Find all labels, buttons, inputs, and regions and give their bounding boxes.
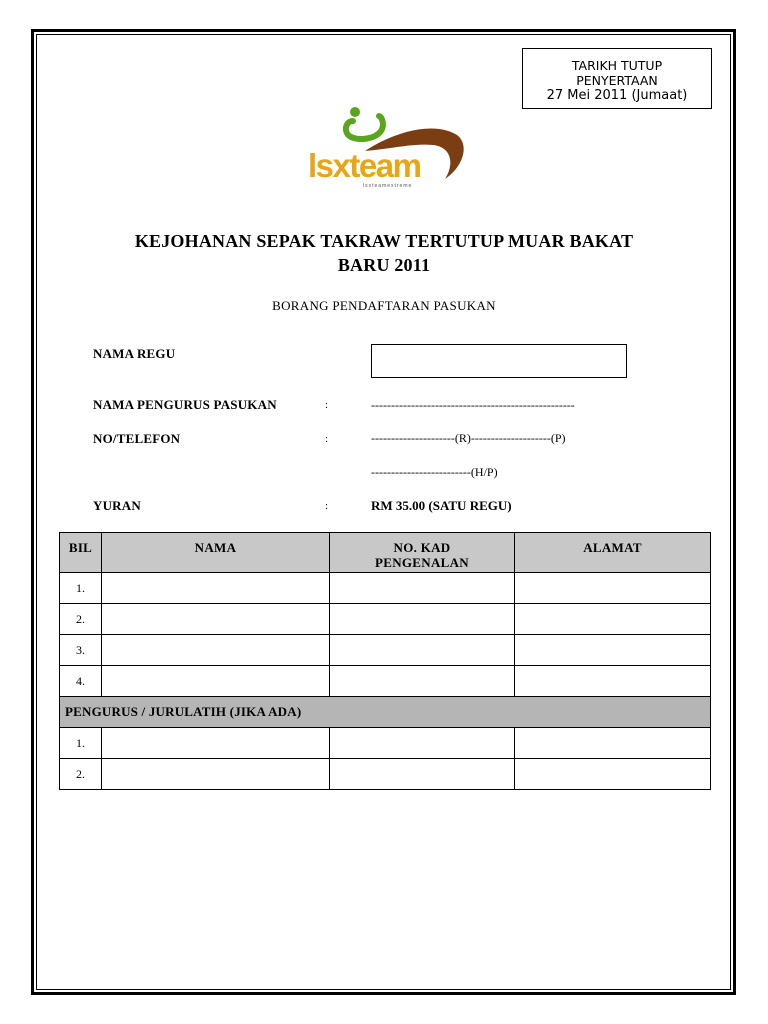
phone-label: NO/TELEFON (93, 431, 181, 446)
manager-section-row (60, 697, 711, 728)
manager-name-colon: : (325, 399, 329, 411)
player-address-cell[interactable] (515, 666, 711, 697)
col-header-ic (330, 533, 515, 573)
closing-date-label-1: TARIKH TUTUP (571, 58, 663, 73)
player-name-cell[interactable] (102, 666, 330, 697)
player-ic-cell[interactable] (330, 604, 515, 635)
player-name-cell[interactable] (102, 635, 330, 666)
player-ic-cell[interactable] (330, 573, 515, 604)
table-row (60, 635, 711, 666)
table-row (60, 759, 711, 790)
col-header-nama: NAMA (102, 533, 330, 573)
row-number: 1. (60, 728, 102, 759)
logo-ring (346, 116, 383, 139)
manager-name-cell[interactable] (102, 759, 330, 790)
player-ic-cell[interactable] (330, 666, 515, 697)
manager-name-label: NAMA PENGURUS PASUKAN (93, 397, 277, 412)
phone-field-home-office[interactable]: ---------------------(R)--------------------(P) (371, 431, 566, 445)
manager-address-cell[interactable] (515, 728, 711, 759)
row-number: 3. (60, 635, 102, 666)
col-header-bil: BIL (60, 533, 102, 573)
col-header-alamat: ALAMAT (515, 533, 711, 573)
player-address-cell[interactable] (515, 573, 711, 604)
manager-name-field[interactable]: --------------------------------------------------- (371, 398, 575, 412)
player-address-cell[interactable] (515, 604, 711, 635)
team-name-field[interactable] (371, 344, 627, 378)
logo-tagline: lsxteamextreme (363, 183, 413, 189)
player-name-cell[interactable] (102, 604, 330, 635)
form-subtitle: BORANG PENDAFTARAN PASUKAN (272, 298, 496, 313)
logo-text: lsxteam (308, 147, 421, 184)
table-row (60, 604, 711, 635)
row-number: 2. (60, 759, 102, 790)
closing-date-box (522, 48, 712, 109)
player-address-cell[interactable] (515, 635, 711, 666)
row-number: 1. (60, 573, 102, 604)
team-name-label: NAMA REGU (93, 346, 176, 361)
table-header-row (60, 533, 711, 573)
manager-name-cell[interactable] (102, 728, 330, 759)
event-title-line-2: BARU 2011 (337, 255, 431, 275)
logo-ball (350, 107, 360, 117)
player-ic-cell[interactable] (330, 635, 515, 666)
table-row (60, 573, 711, 604)
player-name-cell[interactable] (102, 573, 330, 604)
manager-ic-cell[interactable] (330, 759, 515, 790)
fee-colon: : (325, 500, 329, 512)
phone-colon: : (325, 433, 329, 445)
manager-address-cell[interactable] (515, 759, 711, 790)
event-title-line-1: KEJOHANAN SEPAK TAKRAW TERTUTUP MUAR BAKAT (134, 231, 634, 251)
row-number: 2. (60, 604, 102, 635)
row-number: 4. (60, 666, 102, 697)
manager-section-label: PENGURUS / JURULATIH (JIKA ADA) (60, 697, 711, 728)
col-header-ic-line-1: NO. KAD (393, 540, 451, 555)
phone-field-mobile[interactable]: -------------------------(H/P) (371, 465, 498, 479)
event-title (80, 229, 688, 277)
closing-date-label-2: PENYERTAAN (576, 73, 658, 88)
manager-ic-cell[interactable] (330, 728, 515, 759)
table-row (60, 666, 711, 697)
closing-date-value: 27 Mei 2011 (Jumaat) (546, 88, 688, 103)
col-header-ic-line-2: PENGENALAN (374, 555, 469, 570)
fee-label: YURAN (93, 498, 141, 513)
fee-value: RM 35.00 (SATU REGU) (371, 498, 512, 513)
table-row (60, 728, 711, 759)
registration-table (59, 532, 711, 790)
lsxteam-logo (305, 103, 470, 195)
